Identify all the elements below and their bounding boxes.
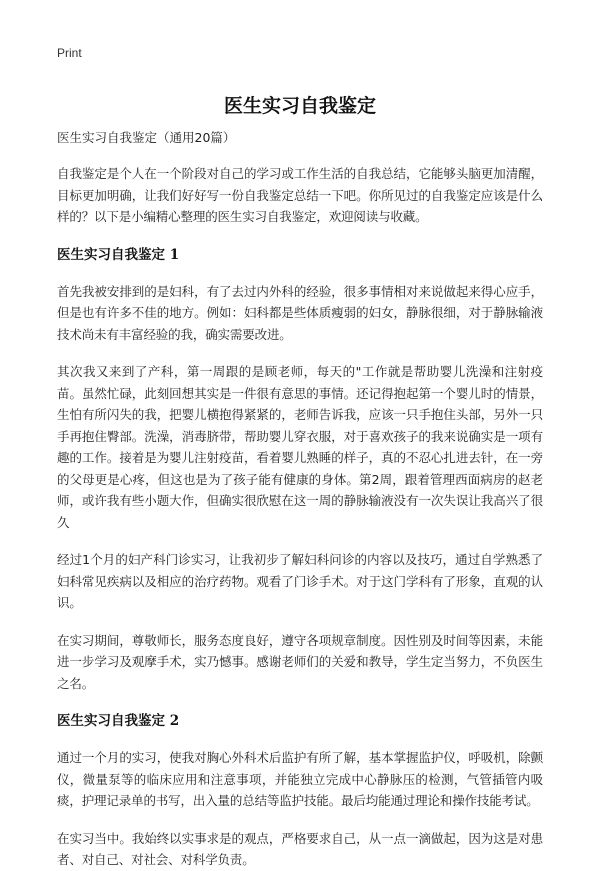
section-2-paragraph-2: 在实习当中。我始终以实事求是的观点，严格要求自己，从一点一滴做起，因为这是对患者、对自己、对社会、对科学负责。 xyxy=(57,830,543,867)
section-1-paragraph-3: 经过1个月的妇产科门诊实习，让我初步了解妇科问诊的内容以及技巧，通过自学熟悉了妇科常见疾病以及相应的治疗药物。观看了门诊手术。对于这门学科有了形象，直观的认识。 xyxy=(57,552,543,610)
print-link[interactable]: Print xyxy=(57,46,82,60)
page-title: 医生实习自我鉴定 xyxy=(223,95,376,117)
document-subtitle: 医生实习自我鉴定（通用20篇） xyxy=(57,130,236,145)
section-heading-1: 医生实习自我鉴定 1 xyxy=(57,246,180,263)
intro-paragraph: 自我鉴定是个人在一个阶段对自己的学习或工作生活的自我总结，它能够头脑更加清醒，目标更加明确，让我们好好写一份自我鉴定总结一下吧。你所见过的自我鉴定应该是什么样的？以下是小编精心整理的医生实习自我鉴定，欢迎阅读与收藏。 xyxy=(57,166,543,224)
section-1-paragraph-1: 首先我被安排到的是妇科，有了去过内外科的经验，很多事情相对来说做起来得心应手，但是也有许多不佳的地方。例如：妇科都是些体质瘦弱的妇女，静脉很细，对于静脉输液技术尚未有丰富经验的我，确实需要改进。 xyxy=(57,283,543,342)
section-heading-2: 医生实习自我鉴定 2 xyxy=(57,713,180,729)
section-2-paragraph-1: 通过一个月的实习，使我对胸心外科术后监护有所了解，基本掌握监护仪，呼吸机，除颤仪，微量泵等的临床应用和注意事项，并能独立完成中心静脉压的检测，气管插管内吸痰，护理记录单的书写，出入量的总结等监护技能。最后均能通过理论和操作技能考试。 xyxy=(57,750,543,808)
section-1-paragraph-2: 其次我又来到了产科，第一周跟的是顾老师，每天的"工作就是帮助婴儿洗澡和注射疫苗。虽然忙碌，此刻回想其实是一件很有意思的事情。还记得抱起第一个婴儿时的情景，生怕有所闪失的我，把婴儿横抱得紧紧的，老师告诉我，应该一只手抱住头部，另外一只手再抱住臀部。洗澡，消毒脐带，帮助婴儿穿衣服，对于喜欢孩子的我来说确实是一项有趣的工作。接着是为婴儿注射疫苗，看着婴儿熟睡的样子，真的不忍心扎进去针，在一旁的父母更是心疼，但这也是为了孩子能有健康的身体。第2周，跟着管理西面病房的赵老师，或许我有些小题大作，但确实很欣慰在这一周的静脉输液没有一次失误让我高兴了很久 xyxy=(57,364,543,530)
section-1-paragraph-4: 在实习期间，尊敬师长，服务态度良好，遵守各项规章制度。因性别及时间等因素，未能进一步学习及观摩手术，实乃憾事。感谢老师们的关爱和教导，学生定当努力，不负医生之名。 xyxy=(57,632,543,691)
